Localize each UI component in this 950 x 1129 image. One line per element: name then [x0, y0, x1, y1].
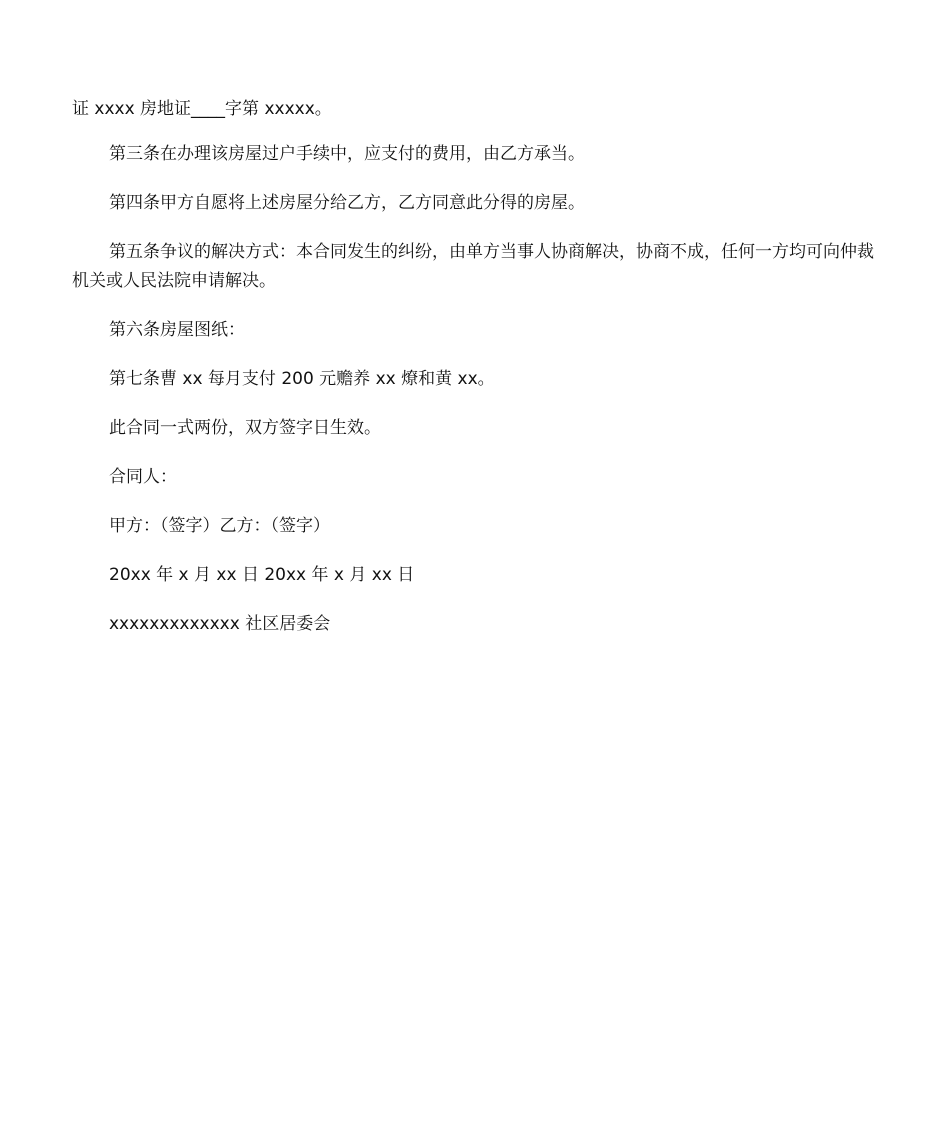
paragraph-copies-clause: 此合同一式两份，双方签字日生效。	[109, 418, 381, 438]
document-body	[72, 95, 878, 659]
paragraph-contract-parties-label: 合同人：	[109, 467, 177, 487]
paragraph-signature-line: 甲方：（签字）乙方：（签字）	[109, 516, 330, 536]
paragraph-certificate-number: 证 xxxx 房地证____字第 xxxxx。	[72, 99, 332, 119]
paragraph-article-4: 第四条甲方自愿将上述房屋分给乙方，乙方同意此分得的房屋。	[109, 193, 585, 213]
paragraph-article-6: 第六条房屋图纸：	[109, 320, 245, 340]
paragraph-article-7: 第七条曹 xx 每月支付 200 元赡养 xx 燎和黄 xx。	[109, 369, 495, 389]
paragraph-article-3: 第三条在办理该房屋过户手续中，应支付的费用，由乙方承当。	[109, 144, 585, 164]
paragraph-article-5: 第五条争议的解决方式：本合同发生的纠纷，由单方当事人协商解决，协商不成，任何一方均可向仲裁机关或人民法院申请解决。	[72, 242, 874, 291]
paragraph-date-line: 20xx 年 x 月 xx 日 20xx 年 x 月 xx 日	[109, 565, 415, 585]
paragraph-committee-name: xxxxxxxxxxxxx 社区居委会	[109, 614, 331, 634]
